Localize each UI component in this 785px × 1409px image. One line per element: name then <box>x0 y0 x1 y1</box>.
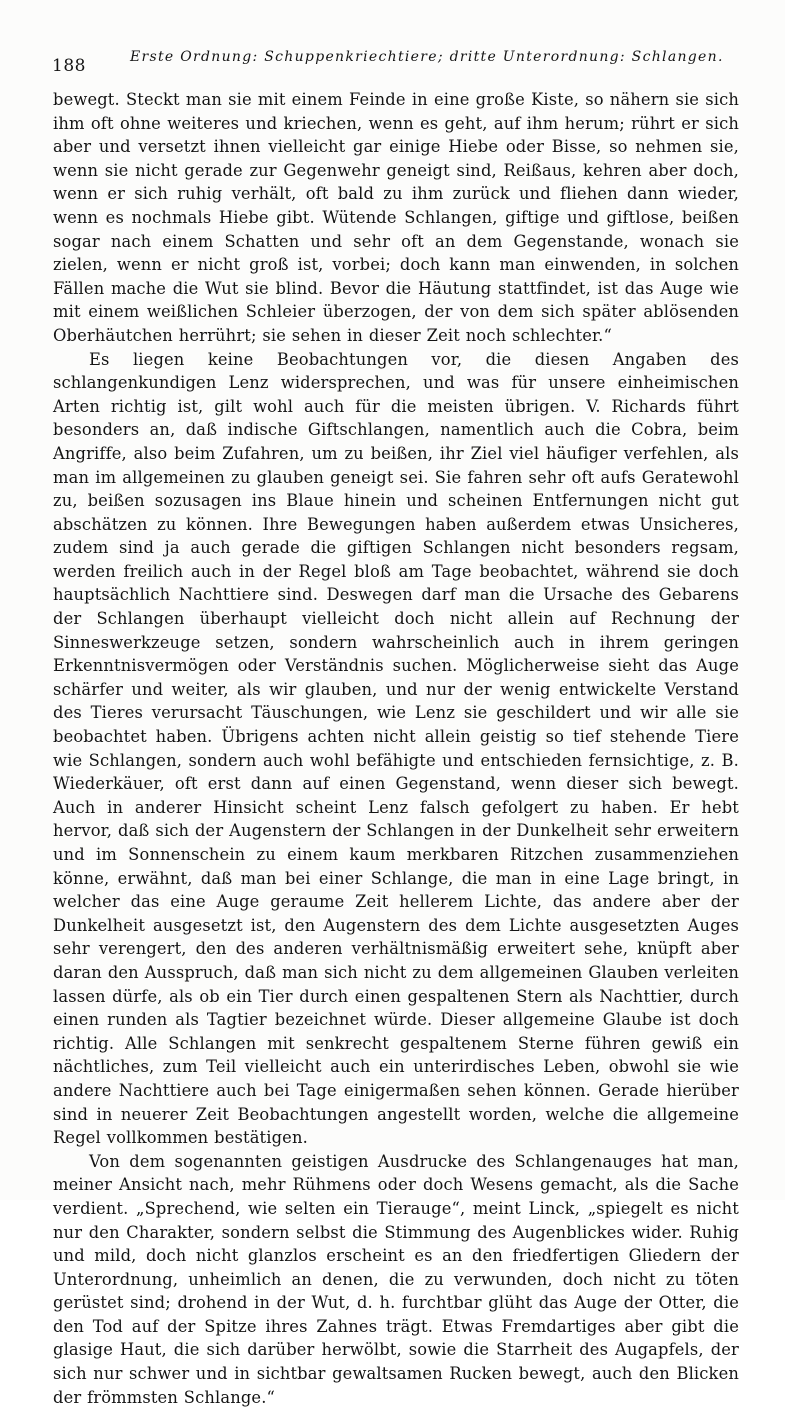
page-number: 188 <box>52 56 86 76</box>
paragraph-continuation: bewegt. Steckt man sie mit einem Feinde in eine große Kiste, so nähern sie sich ihm oft ohne weiteres und kriechen, wenn es geht, auf ihm herum; rührt er sich aber und versetzt ihnen vielleicht gar einige Hiebe oder Bisse, so nehmen sie, wenn sie nicht gerade zur Gegenwehr geneigt sind, Reißaus, kehren aber doch, wenn er sich ruhig verhält, oft bald zu ihm zurück und fliehen dann wieder, wenn es nochmals Hiebe gibt. Wütende Schlangen, giftige und giftlose, beißen sogar nach einem Schatten und sehr oft an dem Gegenstande, wonach sie zielen, wenn er nicht groß ist, vorbei; doch kann man einwenden, in solchen Fällen mache die Wut sie blind. Bevor die Häutung stattfindet, ist das Auge wie mit einem weißlichen Schleier überzogen, der von dem sich später ablösenden Oberhäutchen herrührt; sie sehen in dieser Zeit noch schlechter.“ <box>53 90 739 345</box>
body-text <box>53 88 739 1409</box>
paragraph-observations: Es liegen keine Beobachtungen vor, die diesen Angaben des schlangenkundigen Lenz widersprechen, und was für unsere einheimischen Arten richtig ist, gilt wohl auch für die meisten übrigen. V. Richards führt besonders an, daß indische Giftschlangen, namentlich auch die Cobra, beim Angriffe, also beim Zufahren, um zu beißen, ihr Ziel viel häufiger verfehlen, als man im allgemeinen zu glauben geneigt sei. Sie fahren sehr oft aufs Geratewohl zu, beißen sozusagen ins Blaue hinein und scheinen Entfernungen nicht gut abschätzen zu können. Ihre Bewegungen haben außerdem etwas Unsicheres, zudem sind ja auch gerade die giftigen Schlangen nicht besonders regsam, werden freilich auch in der Regel bloß am Tage beobachtet, während sie doch hauptsächlich Nachttiere sind. Deswegen darf man die Ursache des Gebarens der Schlangen überhaupt vielleicht doch nicht allein auf Rechnung der Sinneswerkzeuge setzen, sondern wahrscheinlich auch in ihrem geringen Erkenntnisvermögen oder Verständnis suchen. Möglicherweise sieht das Auge schärfer und weiter, als wir glauben, und nur der wenig entwickelte Verstand des Tieres verursacht Täuschungen, wie Lenz sie geschildert und wir alle sie beobachtet haben. Übrigens achten nicht allein geistig so tief stehende Tiere wie Schlangen, sondern auch wohl befähigte und entschieden fernsichtige, z. B. Wiederkäuer, oft erst dann auf einen Gegenstand, wenn dieser sich bewegt. Auch in anderer Hinsicht scheint Lenz falsch gefolgert zu haben. Er hebt hervor, daß sich der Augenstern der Schlangen in der Dunkelheit sehr erweitern und im Sonnenschein zu einem kaum merkbaren Ritzchen zusammenziehen könne, erwähnt, daß man bei einer Schlange, die man in eine Lage bringt, in welcher das eine Auge geraume Zeit hellerem Lichte, das andere aber der Dunkelheit ausgesetzt ist, den Augenstern des dem Lichte ausgesetzten Auges sehr verengert, den des anderen verhältnismäßig erweitert sehe, knüpft aber daran den Ausspruch, daß man sich nicht zu dem allgemeinen Glauben verleiten lassen dürfe, als ob ein Tier durch einen gespaltenen Stern als Nachttier, durch einen runden als Tagtier bezeichnet würde. Dieser allgemeine Glaube ist doch richtig. Alle Schlangen mit senkrecht gespaltenem Sterne führen gewiß ein nächtliches, zum Teil vielleicht auch ein unterirdisches Leben, obwohl sie wie andere Nachttiere auch bei Tage einigermaßen sehen können. Gerade hierüber sind in neuerer Zeit Beobachtungen angestellt worden, welche die allgemeine Regel vollkommen bestätigen. <box>53 349 739 1148</box>
running-head: Erste Ordnung: Schuppenkriechtiere; dritte Unterordnung: Schlangen. <box>130 49 724 65</box>
paragraph-eye-expression: Von dem sogenannten geistigen Ausdrucke des Schlangenauges hat man, meiner Ansicht nach, mehr Rühmens oder doch Wesens gemacht, als die Sache verdient. „Sprechend, wie selten ein Tierauge“, meint Linck, „spiegelt es nicht nur den Charakter, sondern selbst die Stimmung des Augenblickes wider. Ruhig und mild, doch nicht glanzlos erscheint es an den friedfertigen Gliedern der Unterordnung, unheimlich an denen, die zu verwunden, doch nicht zu töten gerüstet sind; drohend in der Wut, d. h. furchtbar glüht das Auge der Otter, die den Tod auf der Spitze ihres Zahnes trägt. Etwas Fremdartiges aber gibt die glasige Haut, die sich darüber herwölbt, sowie die Starrheit des Augapfels, der sich nur schwer und in sichtbar gewaltsamen Rucken bewegt, auch den Blicken der frömmsten Schlange.“ <box>53 1151 739 1407</box>
page-header <box>52 48 742 76</box>
